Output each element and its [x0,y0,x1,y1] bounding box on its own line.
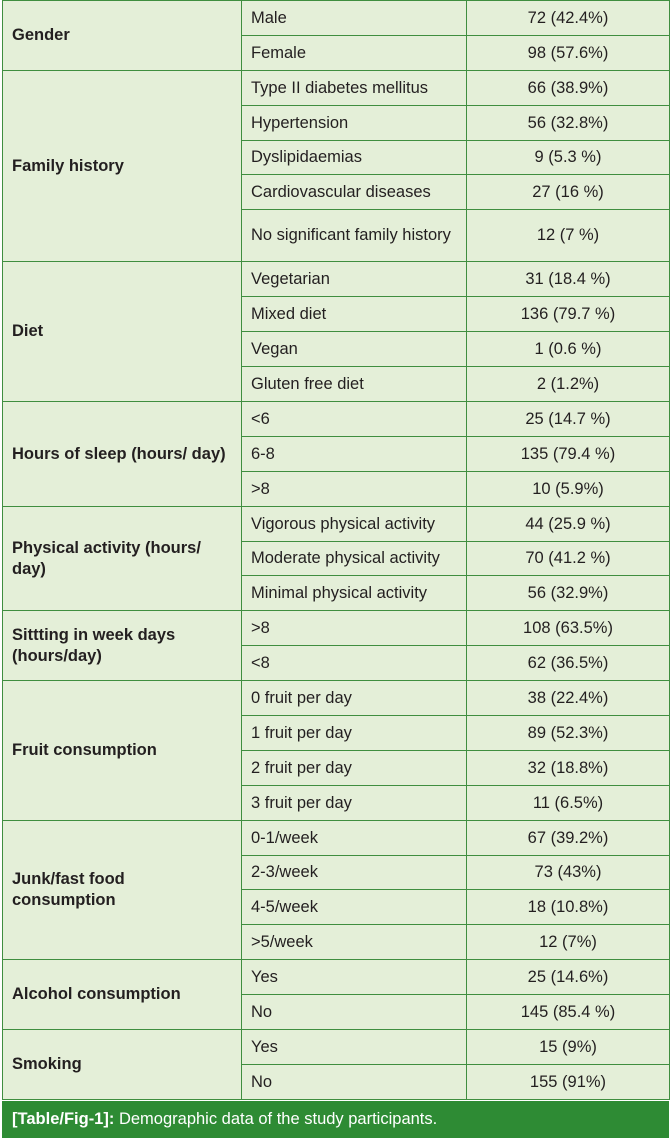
item-label-cell: 0-1/week [242,821,467,856]
item-label-cell: Dyslipidaemias [242,141,467,175]
category-cell: Diet [3,262,242,402]
table-row [3,821,670,856]
value-cell: 89 (52.3%) [467,716,670,751]
item-label-cell: 2 fruit per day [242,751,467,786]
item-label-cell: 0 fruit per day [242,681,467,716]
table-row [3,681,670,716]
item-label-cell: >5/week [242,925,467,960]
item-label-cell: Hypertension [242,106,467,141]
category-cell: Junk/fast food consumption [3,821,242,960]
demographic-table-figure [2,0,669,1128]
value-cell: 155 (91%) [467,1065,670,1100]
value-cell: 56 (32.8%) [467,106,670,141]
table-row [3,402,670,437]
category-cell: Gender [3,1,242,71]
value-cell: 70 (41.2 %) [467,542,670,576]
value-cell: 67 (39.2%) [467,821,670,856]
value-cell: 135 (79.4 %) [467,437,670,472]
item-label-cell: Cardiovascular diseases [242,175,467,210]
table-row [3,1,670,36]
value-cell: 1 (0.6 %) [467,332,670,367]
value-cell: 136 (79.7 %) [467,297,670,332]
value-cell: 44 (25.9 %) [467,507,670,542]
item-label-cell: Type II diabetes mellitus [242,71,467,106]
value-cell: 38 (22.4%) [467,681,670,716]
table-row [3,71,670,106]
item-label-cell: Minimal physical activity [242,576,467,611]
value-cell: 72 (42.4%) [467,1,670,36]
item-label-cell: Vegan [242,332,467,367]
table-row [3,1030,670,1065]
item-label-cell: Male [242,1,467,36]
table-row [3,611,670,646]
value-cell: 9 (5.3 %) [467,141,670,175]
item-label-cell: 3 fruit per day [242,786,467,821]
item-label-cell: Moderate physical activity [242,542,467,576]
table-row [3,262,670,297]
item-label-cell: 1 fruit per day [242,716,467,751]
caption-text: Demographic data of the study participants. [118,1110,438,1128]
item-label-cell: No [242,995,467,1030]
category-cell: Fruit consumption [3,681,242,821]
value-cell: 145 (85.4 %) [467,995,670,1030]
item-label-cell: Yes [242,960,467,995]
value-cell: 2 (1.2%) [467,367,670,402]
value-cell: 73 (43%) [467,856,670,890]
table-row [3,960,670,995]
item-label-cell: Vigorous physical activity [242,507,467,542]
item-label-cell: <8 [242,646,467,681]
value-cell: 27 (16 %) [467,175,670,210]
item-label-cell: >8 [242,472,467,507]
item-label-cell: Yes [242,1030,467,1065]
category-cell: Sittting in week days (hours/day) [3,611,242,681]
value-cell: 12 (7%) [467,925,670,960]
category-cell: Smoking [3,1030,242,1100]
item-label-cell: Gluten free diet [242,367,467,402]
value-cell: 66 (38.9%) [467,71,670,106]
value-cell: 62 (36.5%) [467,646,670,681]
table-caption [2,1101,669,1138]
value-cell: 11 (6.5%) [467,786,670,821]
value-cell: 32 (18.8%) [467,751,670,786]
item-label-cell: >8 [242,611,467,646]
value-cell: 108 (63.5%) [467,611,670,646]
category-cell: Physical activity (hours/ day) [3,507,242,611]
category-cell: Family history [3,71,242,262]
caption-label: [Table/Fig-1]: [12,1110,115,1128]
item-label-cell: No [242,1065,467,1100]
table-body [3,1,670,1100]
item-label-cell: Vegetarian [242,262,467,297]
table-row [3,507,670,542]
item-label-cell: 2-3/week [242,856,467,890]
item-label-cell: 4-5/week [242,890,467,925]
category-cell: Hours of sleep (hours/ day) [3,402,242,507]
value-cell: 12 (7 %) [467,210,670,262]
value-cell: 25 (14.7 %) [467,402,670,437]
item-label-cell: 6-8 [242,437,467,472]
value-cell: 10 (5.9%) [467,472,670,507]
value-cell: 15 (9%) [467,1030,670,1065]
value-cell: 25 (14.6%) [467,960,670,995]
item-label-cell: Mixed diet [242,297,467,332]
value-cell: 18 (10.8%) [467,890,670,925]
item-label-cell: <6 [242,402,467,437]
category-cell: Alcohol consumption [3,960,242,1030]
value-cell: 98 (57.6%) [467,36,670,71]
item-label-cell: Female [242,36,467,71]
value-cell: 31 (18.4 %) [467,262,670,297]
value-cell: 56 (32.9%) [467,576,670,611]
demographic-table [2,0,670,1100]
item-label-cell: No significant family history [242,210,467,262]
